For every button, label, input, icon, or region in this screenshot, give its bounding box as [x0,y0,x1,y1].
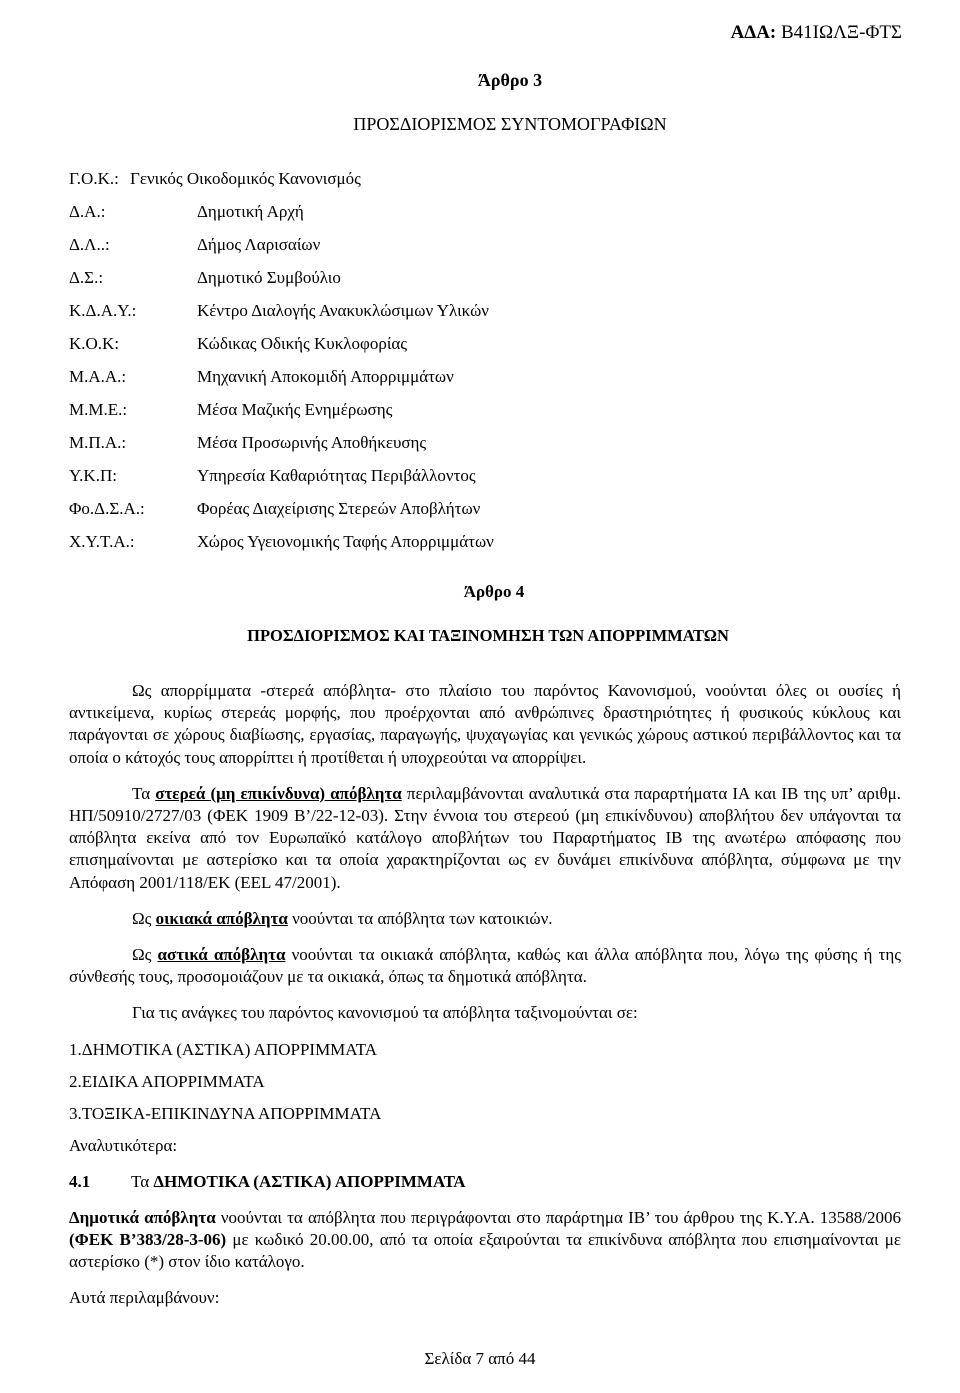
category-item: 1.ΔΗΜΟΤΙΚΑ (ΑΣΤΙΚΑ) ΑΠΟΡΡΙΜΜΑΤΑ [69,1039,378,1059]
abbreviation-value: Γενικός Οικοδομικός Κανονισμός [130,169,361,188]
article-4-body [69,680,901,1310]
abbreviation-value: Δημοτικό Συμβούλιο [197,268,341,287]
abbreviation-key: Κ.Ο.Κ: [69,334,120,353]
detail-label: Αναλυτικότερα: [69,1135,178,1155]
ada-label: ΑΔΑ: [730,22,777,43]
abbreviation-value: Δήμος Λαρισαίων [197,235,321,254]
ada-code [731,22,902,44]
abbreviation-key: Φο.Δ.Σ.Α.: [69,499,145,518]
abbreviation-value: Υπηρεσία Καθαριότητας Περιβάλλοντος [197,466,476,485]
abbreviation-row [69,300,889,333]
section-4-1-heading [69,1171,901,1193]
abbreviation-row [69,432,889,465]
paragraph-municipal-waste [69,1207,901,1274]
paragraph-solid-waste [69,783,901,894]
includes-label: Αυτά περιλαμβάνουν: [69,1288,220,1308]
abbreviation-row [69,333,889,366]
term-solid-waste: στερεά (μη επικίνδυνα) απόβλητα [155,783,402,803]
term-municipal-waste: Δημοτικά απόβλητα [69,1207,216,1227]
abbreviation-row [69,366,889,399]
abbreviation-key: Δ.Λ..: [69,235,110,254]
abbreviation-key: Κ.Δ.Α.Υ.: [69,301,137,320]
abbreviation-row [69,201,889,234]
article-4-title: ΠΡΟΣΔΙΟΡΙΣΜΟΣ ΚΑΙ ΤΑΞΙΝΟΜΗΣΗ ΤΩΝ ΑΠΟΡΡΙΜΜΑΤΩΝ [247,626,729,645]
text-fragment: νοούνται τα απόβλητα των κατοικιών. [287,908,553,928]
abbreviation-value: Μηχανική Αποκομιδή Απορριμμάτων [197,367,454,386]
abbreviation-key: Γ.Ο.Κ.: [69,169,119,188]
text-fragment: Ως [132,908,156,928]
paragraph-classification: Για τις ανάγκες του παρόντος κανονισμού τα απόβλητα ταξινομούνται σε: [132,1003,638,1023]
text-fragment: νοούνται τα απόβλητα που περιγράφονται στο παράρτημα ΙΒ’ του άρθρου της Κ.Υ.Α. 13588/2006 [215,1207,901,1227]
term-household-waste: οικιακά απόβλητα [155,908,288,928]
text-fragment: με κωδικό 20.00.00, από τα οποία εξαιρούνται τα επικίνδυνα απόβλητα που επισημαίνονται με αστερίσκο (*) στον ίδιο κατάλογο. [69,1230,901,1272]
abbreviation-row [69,498,889,531]
abbreviation-row [69,168,889,201]
abbreviation-key: Δ.Α.: [69,202,106,221]
abbreviation-value: Χώρος Υγειονομικής Ταφής Απορριμμάτων [197,532,494,551]
abbreviation-value: Μέσα Μαζικής Ενημέρωσης [197,400,393,419]
section-prefix: Τα [131,1171,154,1191]
text-fragment: περιλαμβάνονται αναλυτικά στα παραρτήματα ΙΑ και ΙΒ της υπ’ αριθμ. ΗΠ/50910/2727/03 (ΦΕΚ 1909 Β’/22-12-03). Στην έννοια του στερεού (μη επικίνδυνου) αποβλήτου δεν υπάγονται τα απόβλητα εκείνα από τον Ευρωπαϊκό κατάλογο αποβλήτων του Παραρτήματος ΙΒ της ανωτέρω απόφασης που επισημαίνονται με αστερίσκο και τα οποία χαρακτηρίζονται ως εν δυνάμει επικίνδυνα απόβλητα, σύμφωνα με την Απόφαση 2001/118/ΕΚ (ΕΕL 47/2001). [69,783,901,892]
abbreviation-row [69,267,889,300]
text-fragment: Τα [132,783,156,803]
paragraph-urban-waste [69,944,901,988]
section-title: ΔΗΜΟΤΙΚΑ (ΑΣΤΙΚΑ) ΑΠΟΡΡΙΜΜΑΤΑ [153,1171,466,1191]
paragraph-definition: Ως απορρίμματα -στερεά απόβλητα- στο πλαίσιο του παρόντος Κανονισμού, νοούνται όλες οι ουσίες ή αντικείμενα, κυρίως στερεάς μορφής, που προέρχονται από ανθρώπινες δραστηριότητες ή φυσικούς κύκλους και παράγονται σε χώρους διαβίωσης, εργασίας, παραγωγής, ψυχαγωγίας και γενικώς χώρους αστικού περιβάλλοντος και τα οποία ο κάτοχός τους απορρίπτει ή προτίθεται ή υποχρεούται να απορρίψει. [69,681,901,767]
abbreviation-key: Χ.Υ.Τ.Α.: [69,532,135,551]
abbreviation-key: Μ.Α.Α.: [69,367,127,386]
abbreviation-key: Υ.Κ.Π: [69,466,117,485]
abbreviation-row [69,531,889,564]
abbreviation-row [69,465,889,498]
fek-reference: (ΦΕΚ Β’383/28-3-06) [69,1230,227,1250]
category-list [69,1039,901,1157]
text-fragment: Ως [132,945,158,965]
abbreviations-list [69,168,889,564]
abbreviation-key: Δ.Σ.: [69,268,104,287]
category-item: 2.ΕΙΔΙΚΑ ΑΠΟΡΡΙΜΜΑΤΑ [69,1071,265,1091]
term-urban-waste: αστικά απόβλητα [157,945,286,965]
abbreviation-row [69,234,889,267]
abbreviation-value: Κώδικας Οδικής Κυκλοφορίας [197,334,408,353]
article-3-heading: Άρθρο 3 [477,70,543,90]
section-number: 4.1 [69,1171,91,1191]
article-4-heading: Άρθρο 4 [463,582,525,601]
abbreviation-row [69,399,889,432]
page-number: Σελίδα 7 από 44 [424,1349,536,1368]
article-3-title: ΠΡΟΣΔΙΟΡΙΣΜΟΣ ΣΥΝΤΟΜΟΓΡΑΦΙΩΝ [353,114,667,134]
abbreviation-value: Μέσα Προσωρινής Αποθήκευσης [197,433,427,452]
abbreviation-key: Μ.Π.Α.: [69,433,127,452]
text-fragment: νοούνται τα οικιακά απόβλητα, καθώς και άλλα απόβλητα που, λόγω της φύσης ή της σύνθεσής τους, προσομοιάζουν με τα οικιακά, όπως τα δημοτικά απόβλητα. [69,945,901,987]
abbreviation-key: Μ.Μ.Ε.: [69,400,128,419]
ada-value: Β41ΙΩΛΞ-ΦΤΣ [781,22,902,43]
paragraph-household-waste [69,908,901,930]
abbreviation-value: Φορέας Διαχείρισης Στερεών Αποβλήτων [197,499,481,518]
category-item: 3.ΤΟΞΙΚΑ-ΕΠΙΚΙΝΔΥΝΑ ΑΠΟΡΡΙΜΜΑΤΑ [69,1103,382,1123]
abbreviation-value: Κέντρο Διαλογής Ανακυκλώσιμων Υλικών [197,301,489,320]
abbreviation-value: Δημοτική Αρχή [197,202,304,221]
